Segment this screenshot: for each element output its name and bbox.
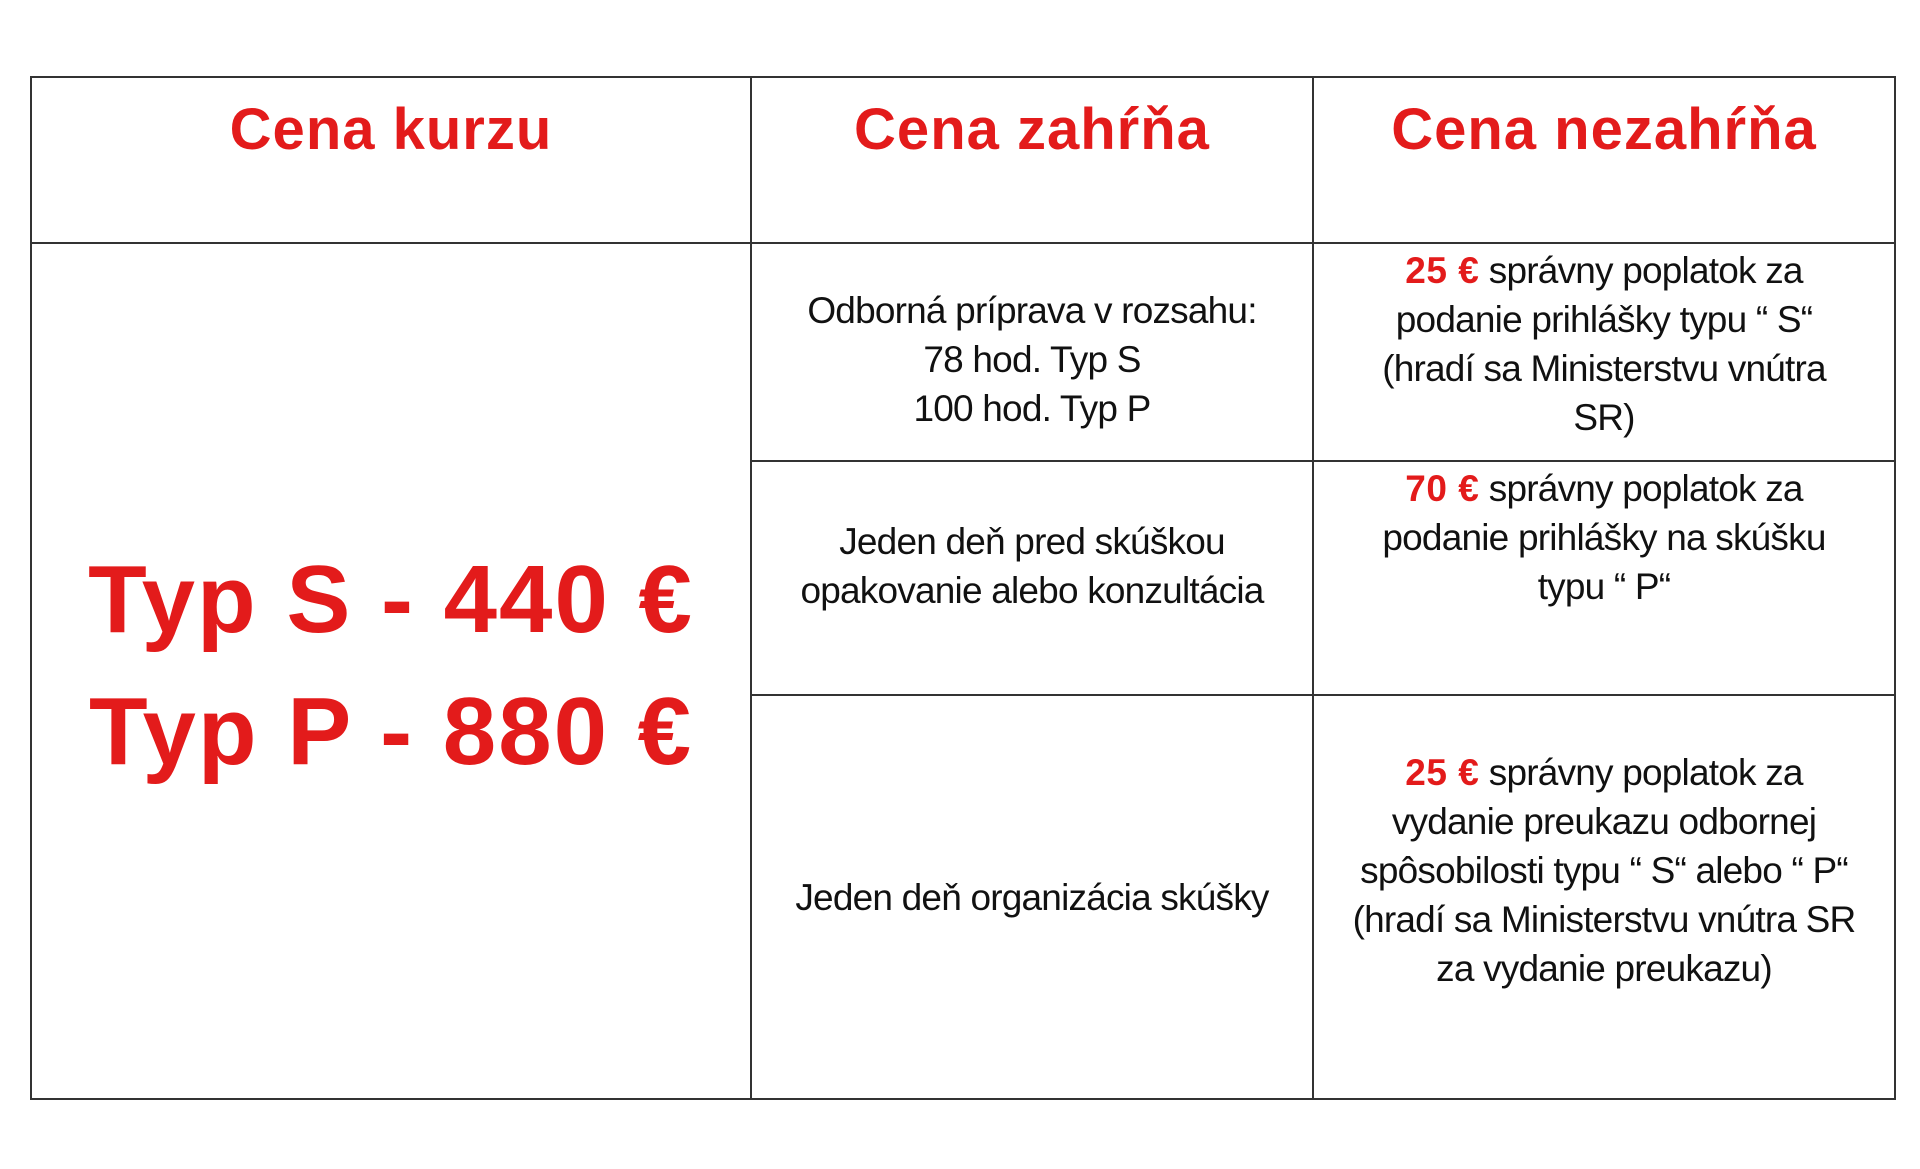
included-row-1 bbox=[752, 244, 1312, 460]
not-included-row-3-line-2: vydanie preukazu odbornej bbox=[1391, 801, 1817, 842]
header-course-price bbox=[32, 78, 750, 242]
fee-text: správny poplatok za bbox=[1479, 752, 1803, 793]
included-row-1-line-2: 78 hod. Typ S bbox=[923, 338, 1141, 380]
not-included-row-1-line-1 bbox=[1405, 246, 1802, 295]
not-included-row-1-line-3: (hradí sa Ministerstvu vnútra bbox=[1382, 348, 1826, 389]
not-included-row-1-line-4: SR) bbox=[1573, 397, 1635, 438]
header-not-included bbox=[1314, 78, 1894, 242]
header-included bbox=[752, 78, 1312, 242]
fee-amount: 70 € bbox=[1405, 468, 1480, 509]
included-row-3-line-1: Jeden deň organizácia skúšky bbox=[795, 876, 1269, 918]
not-included-row-1 bbox=[1314, 244, 1894, 460]
not-included-row-3 bbox=[1314, 696, 1894, 1098]
not-included-row-2-line-3: typu “ P“ bbox=[1537, 566, 1671, 607]
header-course-price-label: Cena kurzu bbox=[229, 97, 553, 162]
fee-text: správny poplatok za bbox=[1479, 468, 1803, 509]
price-type-s: Typ S - 440 € bbox=[88, 546, 694, 653]
included-row-1-line-3: 100 hod. Typ P bbox=[913, 387, 1151, 429]
included-row-2 bbox=[752, 462, 1312, 694]
price-type-p: Typ P - 880 € bbox=[88, 678, 694, 785]
fee-amount: 25 € bbox=[1405, 752, 1480, 793]
not-included-row-3-line-4: (hradí sa Ministerstvu vnútra SR bbox=[1352, 899, 1856, 940]
header-included-label: Cena zahŕňa bbox=[854, 97, 1210, 162]
price-table bbox=[30, 76, 1896, 1100]
fee-amount: 25 € bbox=[1405, 250, 1480, 291]
included-row-2-line-1: Jeden deň pred skúškou bbox=[839, 521, 1225, 562]
header-not-included-label: Cena nezahŕňa bbox=[1391, 97, 1817, 162]
included-row-2-line-2: opakovanie alebo konzultácia bbox=[800, 570, 1264, 611]
not-included-row-3-line-1 bbox=[1405, 748, 1802, 797]
not-included-row-3-line-5: za vydanie preukazu) bbox=[1436, 948, 1772, 989]
included-row-1-line-1: Odborná príprava v rozsahu: bbox=[807, 289, 1257, 331]
not-included-row-2-line-2: podanie prihlášky na skúšku bbox=[1382, 517, 1826, 558]
price-cell bbox=[32, 244, 750, 1098]
included-row-3 bbox=[752, 696, 1312, 1098]
not-included-row-2-line-1 bbox=[1405, 464, 1802, 513]
fee-text: správny poplatok za bbox=[1479, 250, 1803, 291]
not-included-row-3-line-3: spôsobilosti typu “ S“ alebo “ P“ bbox=[1360, 850, 1848, 891]
not-included-row-2 bbox=[1314, 462, 1894, 694]
not-included-row-1-line-2: podanie prihlášky typu “ S“ bbox=[1395, 299, 1813, 340]
